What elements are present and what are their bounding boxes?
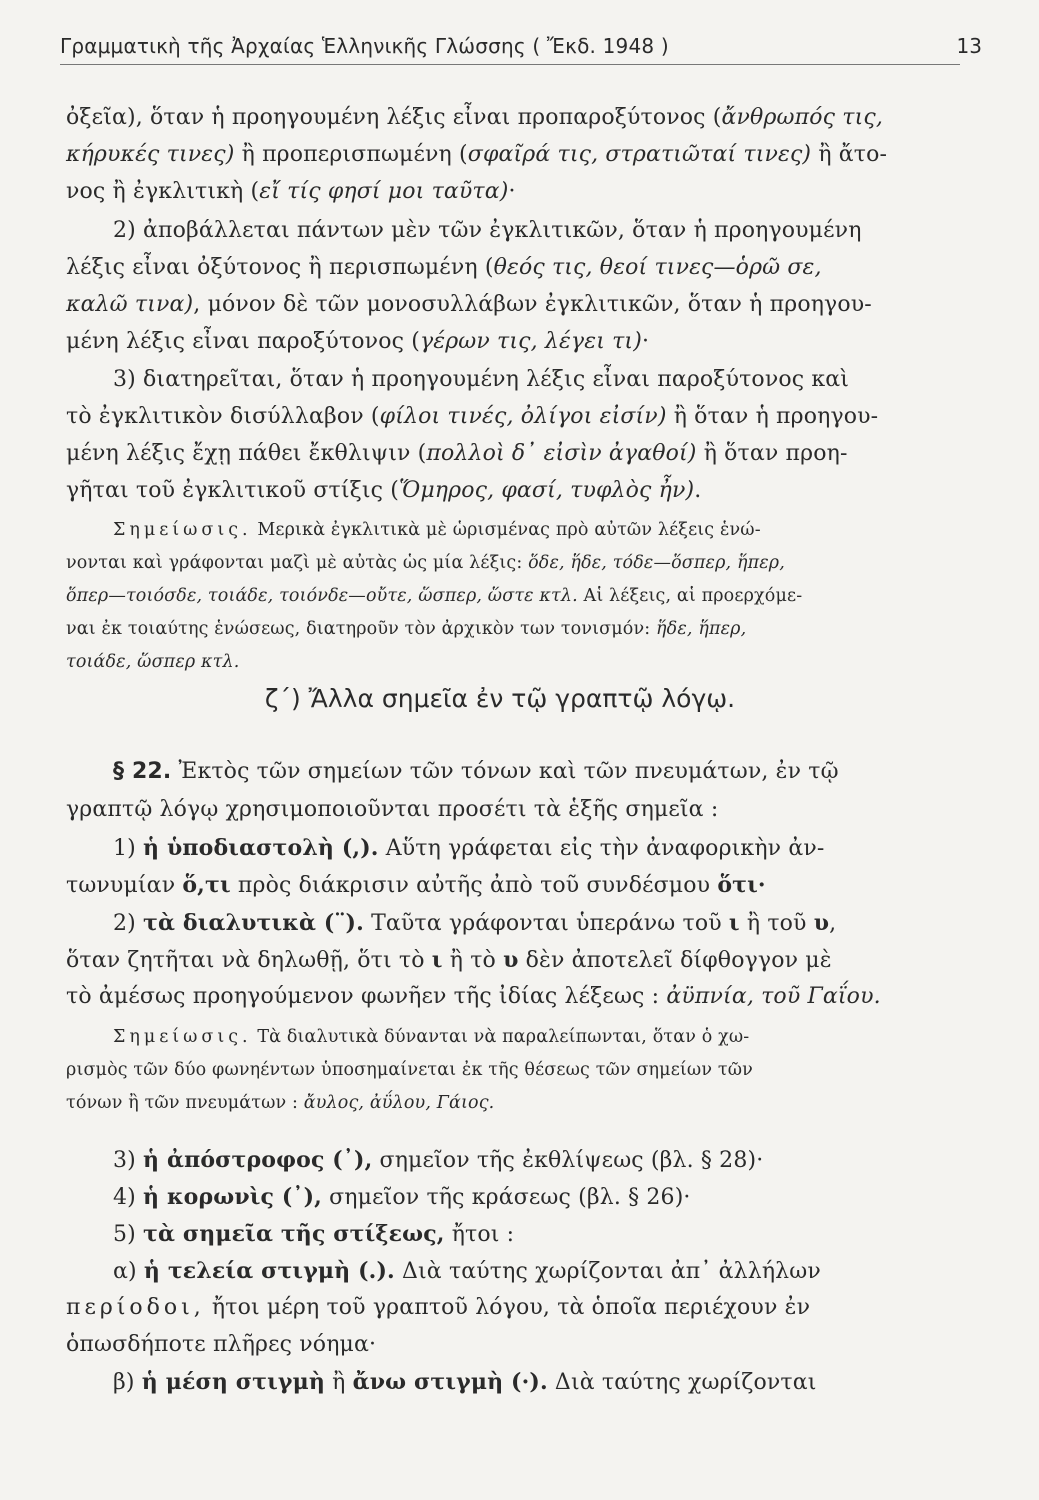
text-span: νος ἢ ἐγκλιτικὴ ( — [66, 179, 260, 204]
note-line — [66, 650, 239, 674]
text-span: ἢ ἄτο- — [811, 142, 888, 167]
text-span: καλῶ τινα) — [66, 292, 194, 317]
text-span: Αὕτη γράφεται εἰς τὴν ἀναφορικὴν ἀν- — [378, 836, 825, 861]
text-span: σημεῖον τῆς κράσεως (βλ. § 26)· — [321, 1185, 691, 1210]
text-span: 3) — [113, 1148, 144, 1173]
text-line — [66, 1294, 810, 1322]
text-span: ὀξεῖα), ὅταν ἡ προηγουμένη λέξις εἶναι προπαροξύτονος ( — [66, 105, 722, 130]
text-span: ἡ ὑποδιαστολὴ (,). — [143, 835, 379, 861]
text-line — [113, 909, 836, 938]
text-span: ὅ,τι — [182, 872, 231, 898]
text-span: δὲν ἀποτελεῖ δίφθογγον μὲ — [518, 948, 832, 973]
text-span: , μόνον δὲ τῶν μονοσυλλάβων ἐγκλιτικῶν, ὅταν ἡ προηγου- — [193, 292, 872, 317]
text-span: τὸ ἐγκλιτικὸν δισύλλαβον ( — [66, 404, 380, 429]
text-span: · — [757, 872, 766, 898]
text-span: ἄνω στιγμὴ (·). — [352, 1369, 548, 1395]
text-span: τωνυμίαν — [66, 873, 183, 898]
text-span: 2) — [113, 911, 144, 936]
text-span: § 22. — [113, 759, 172, 784]
text-span: ἤτοι μέρη τοῦ γραπτοῦ λόγου, τὰ ὁποῖα περιέχουν ἐν — [204, 1295, 811, 1320]
text-span: κήρυκές τινες) — [66, 142, 235, 167]
text-line — [66, 1331, 376, 1359]
text-span: ι — [728, 910, 740, 936]
text-line — [66, 403, 878, 431]
note-line — [66, 1091, 494, 1115]
text-span: Ταῦτα γράφονται ὑπεράνω τοῦ — [363, 911, 729, 936]
note-line — [66, 551, 785, 575]
text-line — [113, 758, 839, 786]
text-span: ἢ ὅταν ἡ προηγου- — [666, 404, 879, 429]
text-span: ἡ ἀπόστροφος (᾽), — [143, 1147, 373, 1173]
text-line — [113, 1146, 763, 1175]
text-span: ρισμὸς τῶν δύο φωνηέντων ὑποσημαίνεται ἐκ τῆς θέσεως τῶν σημείων τῶν — [66, 1060, 753, 1080]
text-span: ἢ προπερισπωμένη ( — [234, 142, 468, 167]
text-span: 5) — [113, 1222, 144, 1247]
text-span: 1) — [113, 836, 144, 861]
text-span: γραπτῷ λόγῳ χρησιμοποιοῦνται προσέτι τὰ ἑξῆς σημεῖα : — [66, 797, 719, 822]
text-span: περίοδοι, — [66, 1295, 205, 1320]
text-span: . — [694, 478, 702, 503]
text-span: β) — [113, 1370, 142, 1395]
text-span: ἄυλος, ἀΰλου, Γάιος. — [303, 1093, 495, 1113]
text-span: ἤτοι : — [444, 1222, 515, 1247]
text-span: ι — [431, 947, 443, 973]
text-line — [66, 477, 701, 505]
note-line — [113, 518, 761, 542]
running-title: Γραμματικὴ τῆς Ἀρχαίας Ἑλληνικῆς Γλώσσης ( Ἔκδ. 1948 ) — [60, 34, 669, 58]
text-span: ὅπερ—τοιόσδε, τοιάδε, τοιόνδε—οὔτε, ὥσπερ, ὥστε κτλ. — [66, 586, 578, 606]
text-span: ἀϋπνία, τοῦ Γαΐου. — [666, 984, 881, 1009]
text-span: ἡ μέση στιγμὴ — [141, 1369, 325, 1395]
text-span: τὰ διαλυτικὰ (¨). — [143, 910, 364, 936]
text-span: γέρων τις, λέγει τι) — [419, 329, 642, 354]
text-span: Διὰ ταύτης χωρίζονται — [547, 1370, 817, 1395]
text-span: θεός τις, θεοί τινες—ὁρῶ σε, — [493, 255, 822, 280]
text-line — [113, 217, 862, 245]
text-line — [113, 1220, 514, 1249]
text-span: Ἐκτὸς τῶν σημείων τῶν τόνων καὶ τῶν πνευμάτων, ἐν τῷ — [171, 759, 839, 784]
text-span: σφαῖρά τις, στρατιῶταί τινες) — [467, 142, 812, 167]
text-line — [113, 1183, 691, 1212]
text-span: τόνων ἢ τῶν πνευμάτων : — [66, 1093, 304, 1113]
text-span: γῆται τοῦ ἐγκλιτικοῦ στίξις ( — [66, 478, 399, 503]
text-line — [113, 834, 824, 863]
text-line — [66, 104, 883, 132]
text-span: Μερικὰ ἐγκλιτικὰ μὲ ὡρισμένας πρὸ αὐτῶν λέξεις ἑνώ- — [251, 520, 761, 540]
text-span: νονται καὶ γράφονται μαζὶ μὲ αὐτὰς ὡς μία λέξις: — [66, 553, 529, 573]
text-span: Σημείωσις. — [113, 520, 252, 540]
text-span: α) — [113, 1259, 144, 1284]
text-span: Αἱ λέξεις, αἱ προερχόμε- — [577, 586, 803, 606]
text-span: Τὰ διαλυτικὰ δύνανται νὰ παραλείπωνται, ὅταν ὁ χω- — [251, 1027, 750, 1047]
text-span: ἢ ὅταν προη- — [696, 441, 848, 466]
note-line — [66, 1058, 753, 1082]
text-line — [66, 141, 887, 169]
text-span: τὸ ἀμέσως προηγούμενον φωνῆεν τῆς ἰδίας λέξεως : — [66, 984, 667, 1009]
text-line — [66, 440, 848, 468]
text-span: ἢ τὸ — [442, 948, 504, 973]
text-line — [66, 796, 718, 824]
text-span: ἡ κορωνὶς (᾽), — [143, 1184, 322, 1210]
text-span: λέξις εἶναι ὀξύτονος ἢ περισπωμένη ( — [66, 255, 494, 280]
text-line — [113, 1368, 817, 1397]
text-line — [66, 328, 649, 356]
text-span: · — [508, 179, 516, 204]
text-span: 4) — [113, 1185, 144, 1210]
text-span: Διὰ ταύτης χωρίζονται ἀπ᾽ ἀλλήλων — [394, 1259, 821, 1284]
text-line — [66, 254, 822, 282]
note-line — [66, 584, 802, 608]
text-span: 2) ἀποβάλλεται πάντων μὲν τῶν ἐγκλιτικῶν, ὅταν ἡ προηγουμένη — [113, 218, 862, 243]
text-span: τὰ σημεῖα τῆς στίξεως, — [143, 1221, 445, 1247]
text-span: 3) διατηρεῖται, ὅταν ἡ προηγουμένη λέξις εἶναι παροξύτονος καὶ — [113, 367, 850, 392]
text-line — [66, 871, 766, 900]
text-span: ἄνθρωπός τις, — [721, 105, 883, 130]
text-span: · — [641, 329, 650, 354]
text-span: μένη λέξις εἶναι παροξύτονος ( — [66, 329, 420, 354]
text-line — [66, 178, 516, 206]
text-span: ναι ἐκ τοιαύτης ἑνώσεως, διατηροῦν τὸν ἀρχικὸν των τονισμόν: — [66, 619, 657, 639]
text-line — [113, 1257, 821, 1286]
text-span: Σημείωσις. — [113, 1027, 252, 1047]
text-span: πρὸς διάκρισιν αὐτῆς ἀπὸ τοῦ συνδέσμου — [230, 873, 718, 898]
text-span: υ — [813, 910, 830, 936]
page-number: 13 — [956, 34, 982, 58]
page-header — [60, 34, 982, 65]
text-span: ἡ τελεία στιγμὴ (.). — [143, 1258, 395, 1284]
text-span: φίλοι τινές, ὀλίγοι εἰσίν) — [379, 404, 667, 429]
text-line — [66, 291, 872, 319]
text-span: τοιάδε, ὥσπερ κτλ. — [66, 652, 240, 672]
text-span: μένη λέξις ἔχῃ πάθει ἔκθλιψιν ( — [66, 441, 427, 466]
text-line — [66, 946, 832, 975]
text-span: ὅδε, ἥδε, τόδε—ὅσπερ, ἥπερ, — [528, 553, 785, 573]
text-span: πολλοὶ δ᾽ εἰσὶν ἀγαθοί) — [426, 441, 697, 466]
text-span: ὁπωσδήποτε πλῆρες νόημα· — [66, 1332, 377, 1357]
text-span: ὅτι — [717, 872, 758, 898]
text-line — [66, 983, 881, 1011]
text-line — [113, 366, 849, 394]
section-heading: ζ΄) Ἄλλα σημεῖα ἐν τῷ γραπτῷ λόγῳ. — [264, 684, 736, 713]
note-line — [66, 617, 746, 641]
text-span: Ὅμηρος, φασί, τυφλὸς ἦν) — [399, 478, 695, 503]
text-span: ἥδε, ἥπερ, — [656, 619, 747, 639]
note-line — [113, 1025, 749, 1049]
text-span: υ — [503, 947, 519, 973]
text-span: ἢ — [325, 1370, 353, 1395]
text-span: εἴ τίς φησί μοι ταῦτα) — [259, 179, 509, 204]
text-span: σημεῖον τῆς ἐκθλίψεως (βλ. § 28)· — [372, 1148, 764, 1173]
text-span: , — [829, 911, 837, 936]
text-span: ἢ τοῦ — [739, 911, 814, 936]
text-span: ὅταν ζητῆται νὰ δηλωθῇ, ὅτι τὸ — [66, 948, 432, 973]
